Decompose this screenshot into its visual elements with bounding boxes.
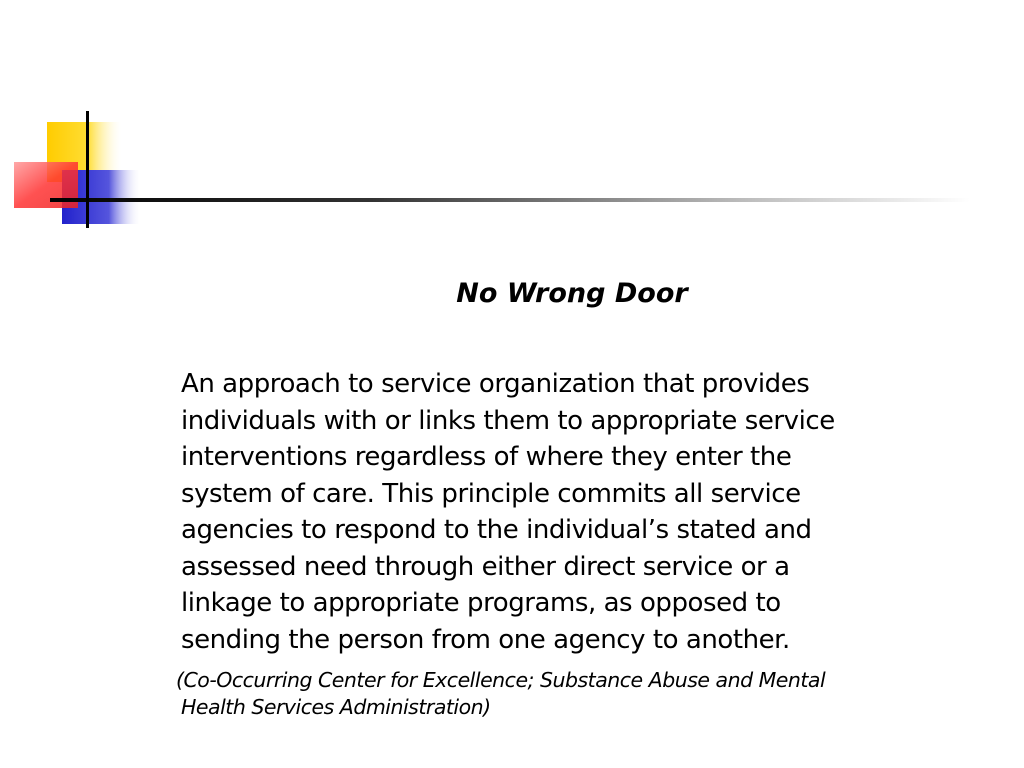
horizontal-rule [50, 198, 970, 202]
definition-text [181, 366, 981, 658]
vertical-rule [86, 111, 89, 228]
definition-line: An approach to service organization that provides [181, 369, 810, 399]
slide-title: No Wrong Door [456, 278, 688, 309]
definition-line: sending the person from one agency to another. [181, 624, 790, 655]
slide-decoration [0, 0, 1024, 240]
citation-line: (Co-Occurring Center for Excellence; Substance Abuse and Mental [176, 668, 826, 692]
definition-line: assessed need through either direct service or a [181, 551, 790, 582]
definition-line: individuals with or links them to appropriate service [181, 405, 835, 436]
definition-line: system of care. This principle commits all service [181, 478, 801, 509]
definition-line: agencies to respond to the individual’s stated and [181, 515, 812, 545]
citation [176, 667, 976, 721]
citation-line: Health Services Administration) [181, 695, 491, 719]
definition-line: linkage to appropriate programs, as opposed to [181, 588, 781, 618]
definition-line: interventions regardless of where they enter the [181, 442, 792, 472]
